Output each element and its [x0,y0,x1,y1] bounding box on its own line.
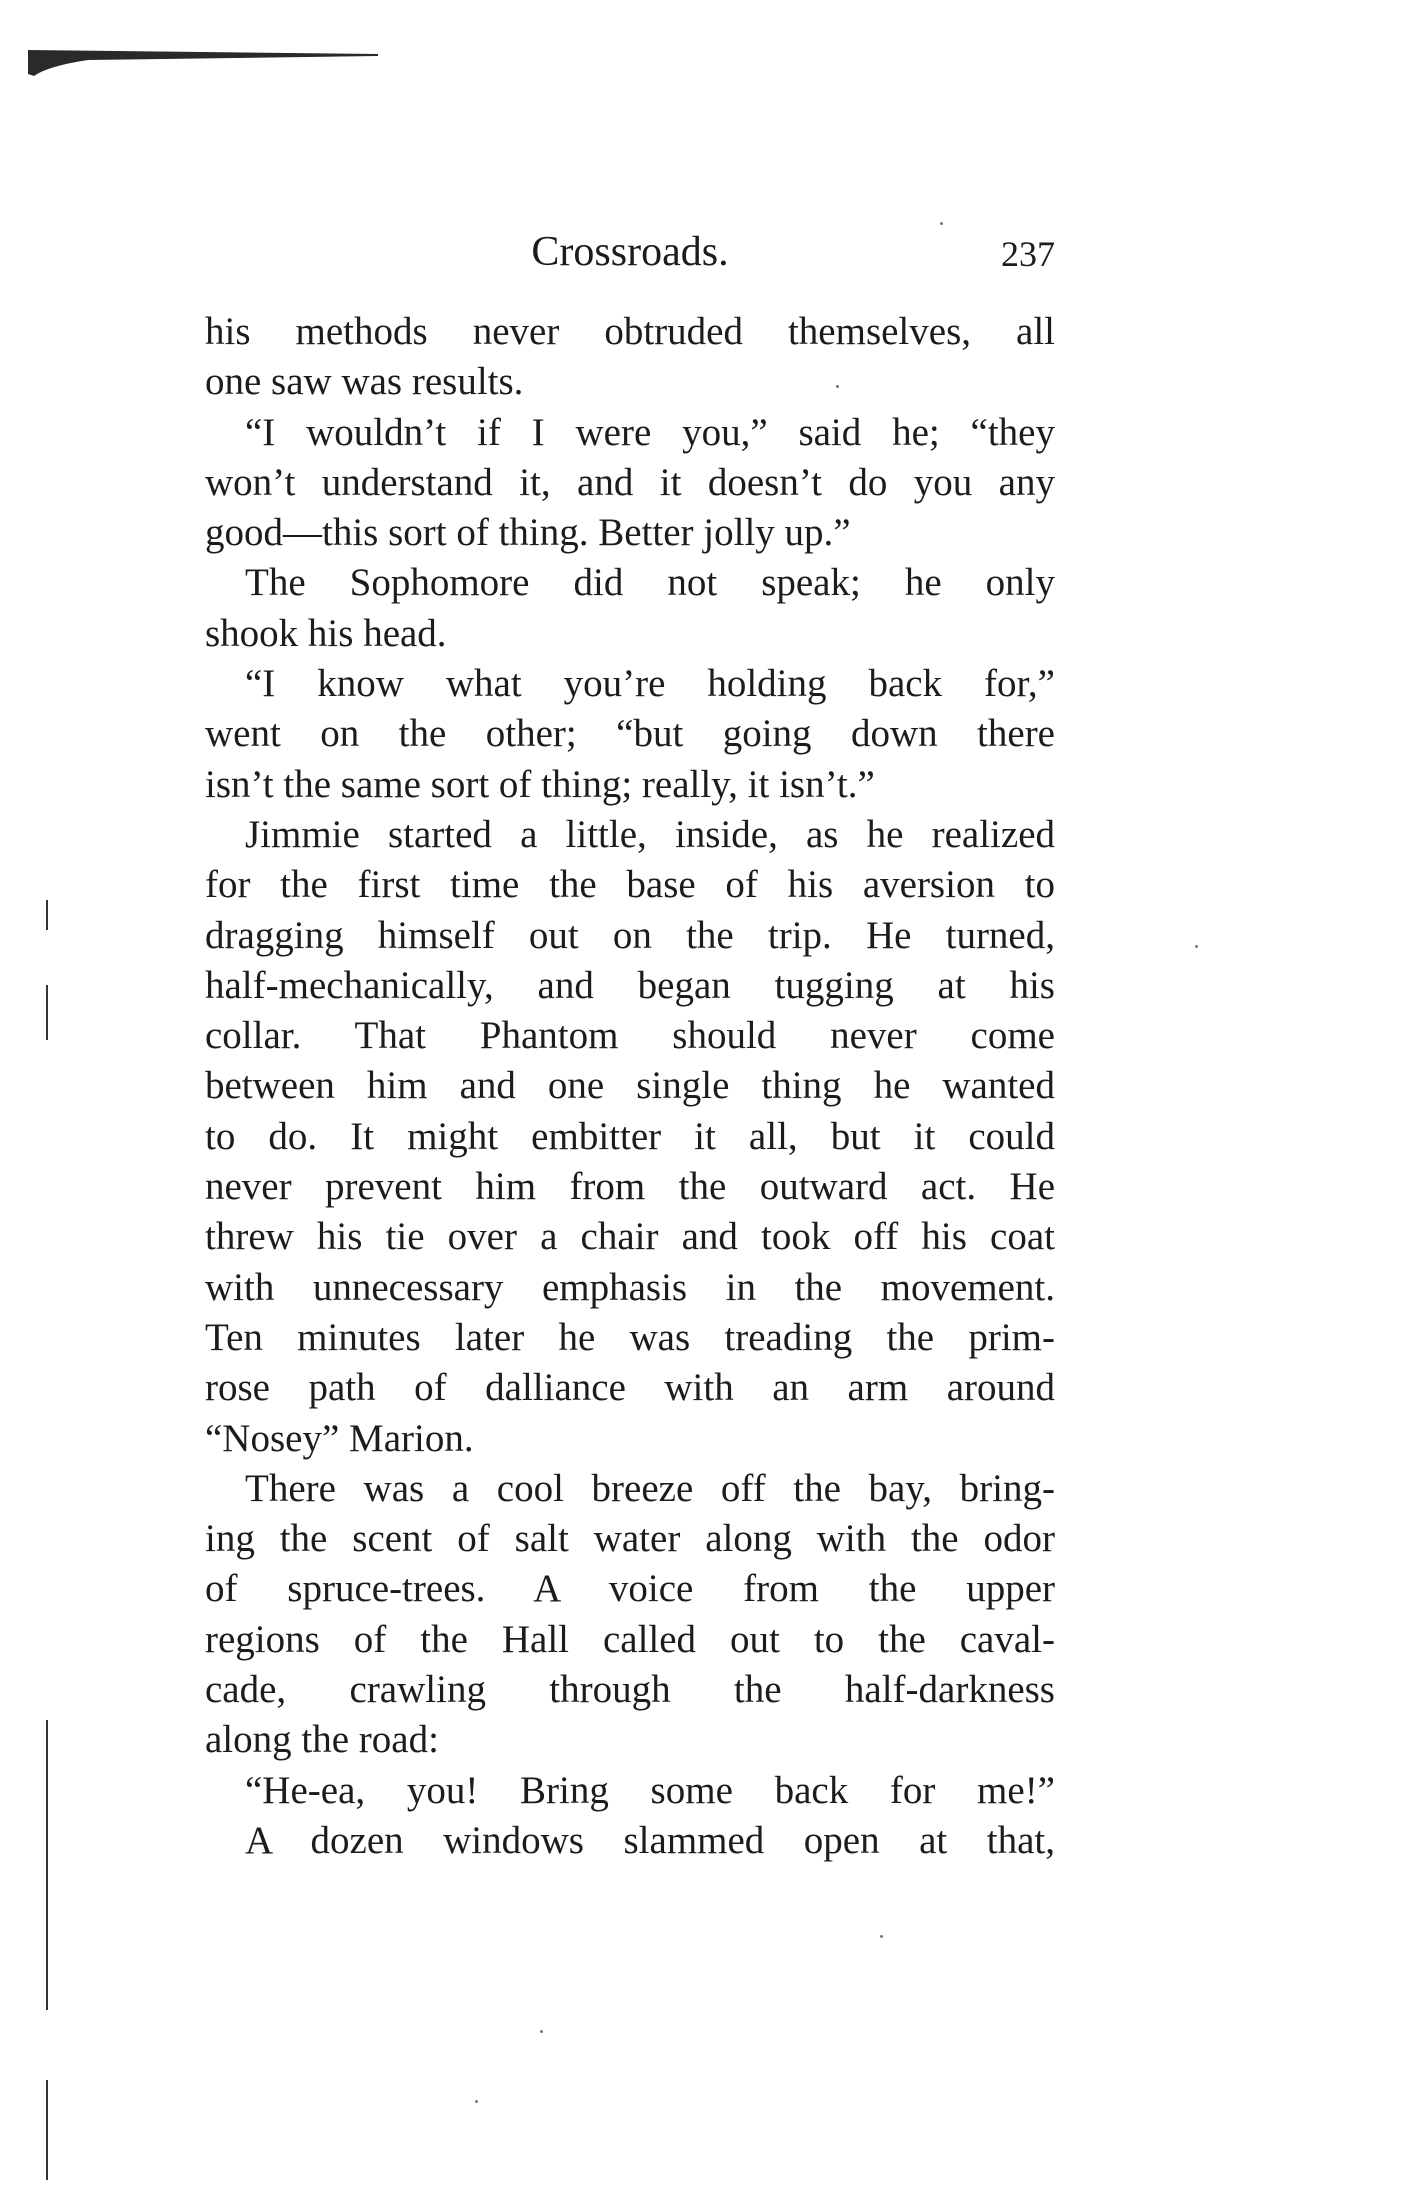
text-line: good—this sort of thing. Better jolly up.” [205,511,851,555]
body-text [205,307,1055,1866]
scan-edge-line [46,2080,48,2180]
text-line: half-mechanically, and began tugging at his [205,963,1055,1007]
text-line: “I know what you’re holding back for,” [245,662,1055,706]
text-line: Jimmie started a little, inside, as he realized [245,812,1055,856]
page-number: 237 [1001,234,1055,274]
text-line: dragging himself out on the trip. He turned, [205,913,1055,957]
text-line: threw his tie over a chair and took off his coat [205,1215,1055,1259]
scan-speck [1195,945,1198,948]
page-header [205,222,1055,282]
text-line: A dozen windows slammed open at that, [245,1818,1055,1862]
scan-speck [880,1935,883,1938]
text-line: There was a cool breeze off the bay, bring- [245,1466,1055,1510]
text-line: collar. That Phantom should never come [205,1014,1055,1058]
text-line: ing the scent of salt water along with the odor [205,1517,1055,1561]
text-line: never prevent him from the outward act. He [205,1165,1055,1209]
text-line: his methods never obtruded themselves, all [205,310,1055,353]
text-line: isn’t the same sort of thing; really, it isn’t.” [205,762,875,806]
scan-edge-line [46,900,48,930]
text-line: one saw was results. [205,360,524,404]
text-line: “I wouldn’t if I were you,” said he; “they [245,410,1055,454]
text-line: won’t understand it, and it doesn’t do you any [205,460,1055,504]
text-line: along the road: [205,1718,439,1762]
text-line: between him and one single thing he wanted [205,1064,1055,1108]
text-line: “Nosey” Marion. [205,1416,474,1460]
running-title: Crossroads. [531,229,729,275]
scan-edge-line [46,985,48,1040]
text-line: The Sophomore did not speak; he only [245,561,1055,605]
text-line: cade, crawling through the half-darkness [205,1668,1055,1712]
text-line: regions of the Hall called out to the caval- [205,1617,1055,1661]
text-line: went on the other; “but going down there [205,712,1055,756]
text-line: Ten minutes later he was treading the prim- [205,1315,1055,1359]
text-line: of spruce-trees. A voice from the upper [205,1567,1055,1611]
scan-edge-line [46,1720,48,2010]
text-line: with unnecessary emphasis in the movement. [205,1265,1055,1309]
text-line: rose path of dalliance with an arm around [205,1366,1055,1410]
scan-smudge-mark [28,46,378,78]
text-line: to do. It might embitter it all, but it could [205,1114,1055,1158]
scan-speck [540,2030,543,2033]
text-line: for the first time the base of his aversion to [205,863,1055,907]
scan-speck [475,2100,478,2103]
text-line: shook his head. [205,611,447,655]
text-line: “He-ea, you! Bring some back for me!” [245,1768,1055,1812]
